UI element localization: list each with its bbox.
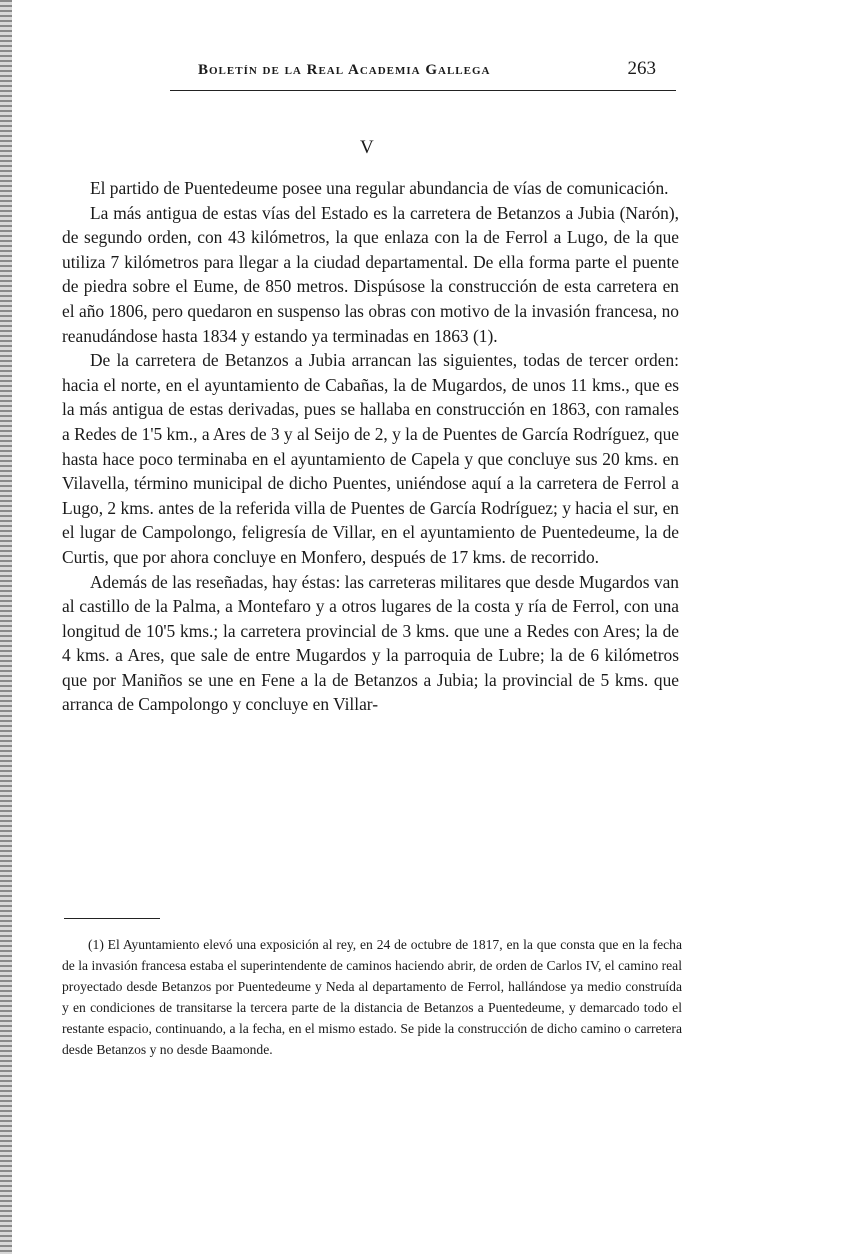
paragraph: De la carretera de Betanzos a Jubia arrancan las siguientes, todas de tercer orden: hacia el norte, en el ayuntamiento de Cabañas, la de Mugardos, de unos 11 kms., que es la más antigua de estas derivadas, pues se hallaba en construcción en 1863, con ramales a Redes de 1'5 km., a Ares de 3 y al Seijo de 2, y la de Puentes de García Rodríguez, que hasta hace poco terminaba en el ayuntamiento de Capela y que concluye sus 20 kms. en Vilavella, término municipal de dicho Puentes, uniéndose aquí a la carretera de Ferrol a Lugo, 2 kms. antes de la referida villa de Puentes de García Rodríguez; y hacia el sur, en el lugar de Campolongo, feligresía de Villar, en el ayuntamiento de Puentedeume, la de Curtis, que por ahora concluye en Monfero, después de 17 kms. de recorrido. xyxy=(62,350,679,567)
footnote-separator xyxy=(64,918,160,919)
section-heading: V xyxy=(360,137,374,158)
paragraph: La más antigua de estas vías del Estado es la carretera de Betanzos a Jubia (Narón), de segundo orden, con 43 kilómetros, la que enlaza con la de Ferrol a Lugo, de la que utiliza 7 kilómetros para llegar a la ciudad departamental. De ella forma parte el puente de piedra sobre el Eume, de 850 metros. Dispúsose la construcción de esta carretera en el año 1806, pero quedaron en suspenso las obras con motivo de la invasión francesa, no reanudándose hasta 1834 y estando ya terminadas en 1863 (1). xyxy=(62,202,679,346)
footnote-text: (1) El Ayuntamiento elevó una exposición al rey, en 24 de octubre de 1817, en la que consta que en la fecha de la invasión francesa estaba el superintendente de caminos haciendo abrir, de orden de Carlos IV, el camino real proyectado desde Betanzos por Puentedeume y Neda al departamento de Ferrol, hallándose ya medio construída y en condiciones de transitarse la tercera parte de la distancia de Betanzos a Puentedeume, y demarcado todo el restante espacio, continuando, a la fecha, en el mismo estado. Se pide la construcción de dicho camino o carretera desde Betanzos y no desde Baamonde. xyxy=(62,937,682,1057)
body-text xyxy=(62,176,679,717)
running-title: Boletín de la Real Academia Gallega xyxy=(198,62,491,78)
footnote xyxy=(62,934,682,1060)
paragraph: El partido de Puentedeume posee una regular abundancia de vías de comunicación. xyxy=(90,178,669,198)
scanned-spine-edge xyxy=(0,0,12,1254)
page-header xyxy=(170,60,676,91)
paragraph: Además de las reseñadas, hay éstas: las carreteras militares que desde Mugardos van al castillo de la Palma, a Montefaro y a otros lugares de la costa y ría de Ferrol, con una longitud de 10'5 kms.; la carretera provincial de 3 kms. que une a Redes con Ares; la de 4 kms. a Ares, que sale de entre Mugardos y la parroquia de Lubre; la de 6 kilómetros que por Maniños se une en Fene a la de Betanzos a Jubia; la provincial de 5 kms. que arranca de Campolongo y concluye en Villar- xyxy=(62,571,679,715)
page-number: 263 xyxy=(627,58,656,79)
